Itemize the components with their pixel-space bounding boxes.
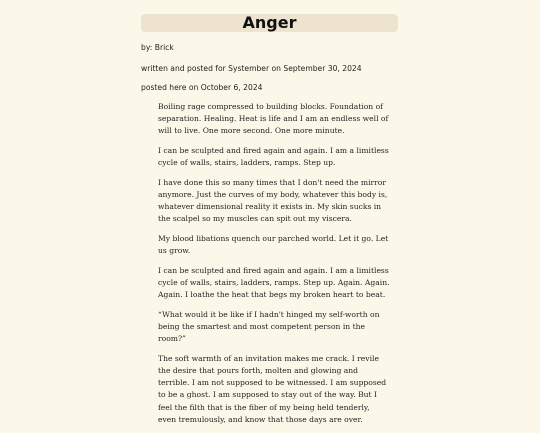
poem-paragraph: My blood libations quench our parched world. Let it go. Let us grow. (158, 234, 389, 256)
poem-paragraph: I have done this so many times that I don't need the mirror anymore. Just the curves of my body, whatever this body is, whatever dimensional reality it exists in. My skin sucks in the scalpel so my muscles can spit out my viscera. (158, 177, 388, 224)
poem-paragraph: The soft warmth of an invitation makes me crack. I revile the desire that pours forth, molten and glowing and terrible. I am not supposed to be witnessed. I am supposed to be a ghost. I am supposed to stay out of the way. But I feel the filth that is the fiber of my being held tenderly, even tremulously, and know that those days are over. (158, 353, 387, 424)
poem-paragraph: I can be sculpted and fired again and again. I am a limitless cycle of walls, stairs, ladders, ramps. Step up. Again. Again. Again. I loathe the heat that begs my broken heart to beat. (158, 265, 390, 300)
poem-body (158, 101, 390, 433)
written-date: written and posted for Systember on September 30, 2024 (141, 64, 362, 73)
poem-paragraph: “What would it be like if I hadn't hinged my self-worth on being the smartest and most competent person in the room?” (158, 309, 380, 344)
author-byline: by: Brick (141, 43, 174, 52)
poem-paragraph: I can be sculpted and fired again and again. I am a limitless cycle of walls, stairs, ladders, ramps. Step up. (158, 146, 389, 168)
page-title: Anger (242, 13, 297, 32)
title-banner (141, 14, 398, 32)
poem-paragraph: Boiling rage compressed to building blocks. Foundation of separation. Healing. Heat is life and I am an endless well of will to live. One more second. One more minute. (158, 102, 389, 136)
posted-date: posted here on October 6, 2024 (141, 83, 263, 92)
